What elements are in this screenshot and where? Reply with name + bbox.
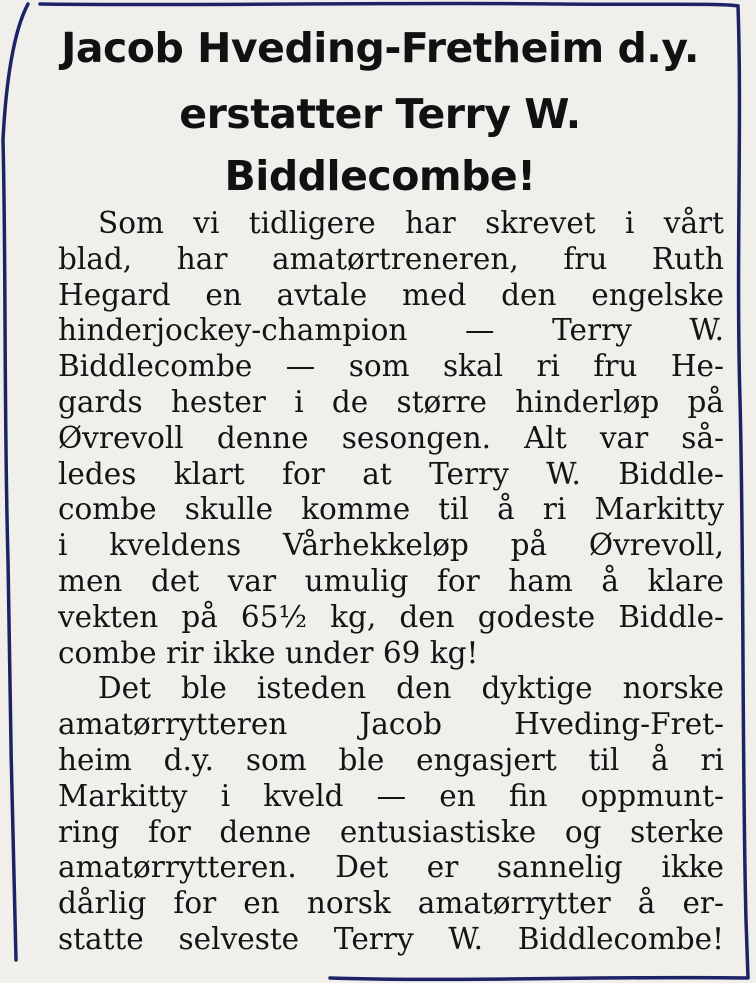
text-line: statte selveste Terry W. Biddlecombe! xyxy=(58,921,724,956)
text-line: combe rir ikke under 69 kg! xyxy=(58,635,479,670)
text-line: heim d.y. som ble engasjert til å ri xyxy=(58,742,724,777)
text-line: i kveldens Vårhekkeløp på Øvrevoll, xyxy=(58,528,724,563)
paragraph-2 xyxy=(58,671,724,957)
text-line: ledes klart for at Terry W. Biddle- xyxy=(58,456,724,491)
headline-line-2: erstatter Terry W. xyxy=(179,90,581,138)
text-line: amatørrytteren Jacob Hveding-Fret- xyxy=(58,707,724,742)
text-line: Hegard en avtale med den engelske xyxy=(58,277,724,312)
headline-line-3: Biddlecombe! xyxy=(224,152,536,200)
text-line: hinderjockey-champion — Terry W. xyxy=(58,313,724,348)
text-line: men det var umulig for ham å klare xyxy=(58,563,724,598)
text-line: Markitty i kveld — en fin oppmunt- xyxy=(58,778,724,813)
text-line: ring for denne entusiastiske og sterke xyxy=(58,814,724,849)
text-line: dårlig for en norsk amatørrytter å er- xyxy=(58,886,724,921)
text-line: amatørrytteren. Det er sannelig ikke xyxy=(58,850,724,885)
text-line: blad, har amatørtreneren, fru Ruth xyxy=(58,241,724,276)
paragraph-1 xyxy=(58,206,724,671)
headline-line-1: Jacob Hveding-Fretheim d.y. xyxy=(61,24,699,72)
text-line: gards hester i de større hinderløp på xyxy=(58,384,724,419)
article-body xyxy=(58,206,724,958)
text-line: Som vi tidligere har skrevet i vårt xyxy=(98,206,724,240)
text-line: Øvrevoll denne sesongen. Alt var så- xyxy=(58,420,724,455)
text-line: Biddlecombe — som skal ri fru He- xyxy=(58,349,724,384)
text-line: combe skulle komme til å ri Markitty xyxy=(58,492,724,527)
text-line: vekten på 65½ kg, den godeste Biddle- xyxy=(58,599,724,634)
text-line: Det ble isteden den dyktige norske xyxy=(98,671,724,706)
